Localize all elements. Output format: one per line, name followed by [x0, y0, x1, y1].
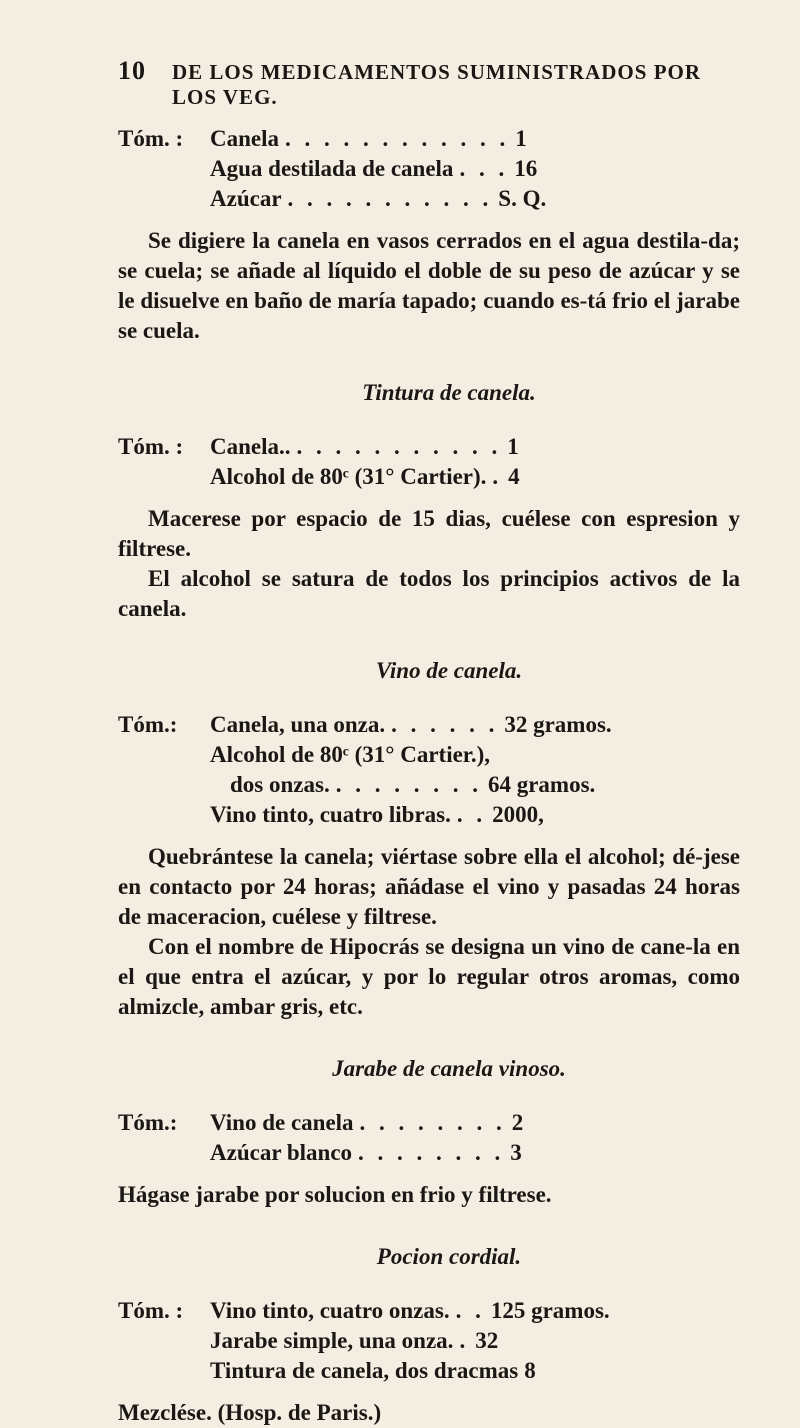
recipe-row: [118, 154, 740, 184]
pocion-instructions: Mezclése. (Hosp. de Paris.): [118, 1400, 382, 1425]
recipe-row: [118, 1108, 740, 1138]
row-leader: . . . . . . . . . . .: [296, 434, 502, 459]
row-amount: 32 gramos.: [504, 712, 612, 737]
row-ingredient: Vino tinto, cuatro onzas.: [210, 1298, 450, 1323]
row-leader: . . . . . .: [391, 712, 499, 737]
row-lead: Tóm.:: [118, 1110, 178, 1135]
row-amount: 4: [508, 464, 520, 489]
section-heading-pocion: Pocion cordial.: [376, 1244, 522, 1269]
row-ingredient: Alcohol de 80ᶜ (31° Cartier).: [210, 464, 487, 489]
row-lead: Tóm. :: [118, 434, 184, 459]
row-lead: Tóm.:: [118, 712, 178, 737]
row-amount: 2: [511, 1110, 524, 1135]
row-leader: . . . . . . . . . . . .: [285, 126, 510, 151]
recipe-syrup: [118, 124, 740, 214]
row-ingredient: Azúcar blanco: [210, 1140, 353, 1165]
recipe-row: [118, 1296, 740, 1326]
jarabe-instructions: Hágase jarabe por solucion en frio y filtrese.: [118, 1182, 552, 1207]
recipe-row: [118, 124, 740, 154]
row-amount: 1: [507, 434, 519, 459]
row-ingredient: Canela: [210, 126, 279, 151]
row-leader: . .: [455, 1298, 485, 1323]
recipe-tintura: [118, 432, 740, 492]
row-ingredient: Jarabe simple, una onza.: [210, 1328, 454, 1353]
tintura-note: El alcohol se satura de todos los principios activos de la canela.: [118, 566, 740, 621]
row-ingredient: Agua destilada de canela: [210, 156, 454, 181]
recipe-row: [118, 740, 740, 770]
row-ingredient: Tintura de canela, dos dracmas: [210, 1358, 519, 1383]
tintura-instructions: Macerese por espacio de 15 dias, cuélese con espresion y filtrese.: [118, 506, 740, 561]
row-ingredient: Vino tinto, cuatro libras.: [210, 802, 451, 827]
vino-instructions: Quebrántese la canela; viértase sobre ella el alcohol; dé-jese en contacto por 24 horas; añádase el vino y pasadas 24 horas de maceracion, cuélese y filtrese.: [118, 844, 740, 929]
row-amount: 64 gramos.: [487, 772, 596, 797]
row-amount: 3: [510, 1140, 522, 1165]
recipe-jarabe: [118, 1108, 740, 1168]
recipe-instructions: Se digiere la canela en vasos cerrados en el agua destila-da; se cuela; se añade al líquido el doble de su peso de azúcar y se le disuelve en baño de maría tapado; cuando es-tá frio el jarabe se cuela.: [118, 228, 740, 343]
row-leader: . . . . . . . .: [335, 772, 482, 797]
row-ingredient: Alcohol de 80ᶜ (31° Cartier.),: [210, 742, 491, 767]
row-leader: . . . . . . . .: [359, 1110, 506, 1135]
row-leader: . . . . . . . .: [358, 1140, 505, 1165]
row-ingredient: dos onzas.: [230, 772, 330, 797]
row-amount: 125 gramos.: [490, 1298, 610, 1323]
row-amount: 32: [475, 1328, 499, 1353]
recipe-row: [118, 1356, 740, 1386]
running-head: [118, 56, 740, 110]
row-ingredient: Canela..: [210, 434, 291, 459]
vino-note: Con el nombre de Hipocrás se designa un vino de cane-la en el que entra el azúcar, y por lo regular otros aromas, como almizcle, ambar gris, etc.: [118, 934, 740, 1019]
row-lead: Tóm. :: [118, 126, 184, 151]
recipe-row: [118, 462, 740, 492]
recipe-row: [118, 1326, 740, 1356]
row-ingredient: Canela, una onza.: [210, 712, 386, 737]
recipe-row: [118, 800, 740, 830]
row-amount: 8: [524, 1358, 536, 1383]
recipe-row: [118, 1138, 740, 1168]
recipe-row: [118, 432, 740, 462]
section-heading-tintura: Tintura de canela.: [362, 380, 536, 405]
row-amount: 1: [515, 126, 527, 151]
row-ingredient: Azúcar: [210, 186, 282, 211]
running-title: DE LOS MEDICAMENTOS SUMINISTRADOS POR LOS VEG.: [172, 60, 702, 109]
row-amount: 2000,: [492, 802, 544, 827]
recipe-pocion: [118, 1296, 740, 1386]
row-leader: . . .: [459, 156, 509, 181]
row-leader: . .: [456, 802, 487, 827]
row-amount: S. Q.: [498, 186, 547, 211]
row-leader: . . . . . . . . . . .: [287, 186, 493, 211]
recipe-row: [118, 770, 740, 800]
recipe-row: [118, 710, 740, 740]
section-heading-jarabe: Jarabe de canela vinoso.: [332, 1056, 566, 1081]
row-leader: .: [459, 1328, 470, 1353]
row-leader: .: [492, 464, 503, 489]
recipe-vino: [118, 710, 740, 830]
page-number: 10: [118, 56, 146, 85]
row-amount: 16: [514, 156, 538, 181]
section-heading-vino: Vino de canela.: [375, 658, 523, 683]
recipe-row: [118, 184, 740, 214]
row-ingredient: Vino de canela: [210, 1110, 354, 1135]
row-lead: Tóm. :: [118, 1298, 184, 1323]
